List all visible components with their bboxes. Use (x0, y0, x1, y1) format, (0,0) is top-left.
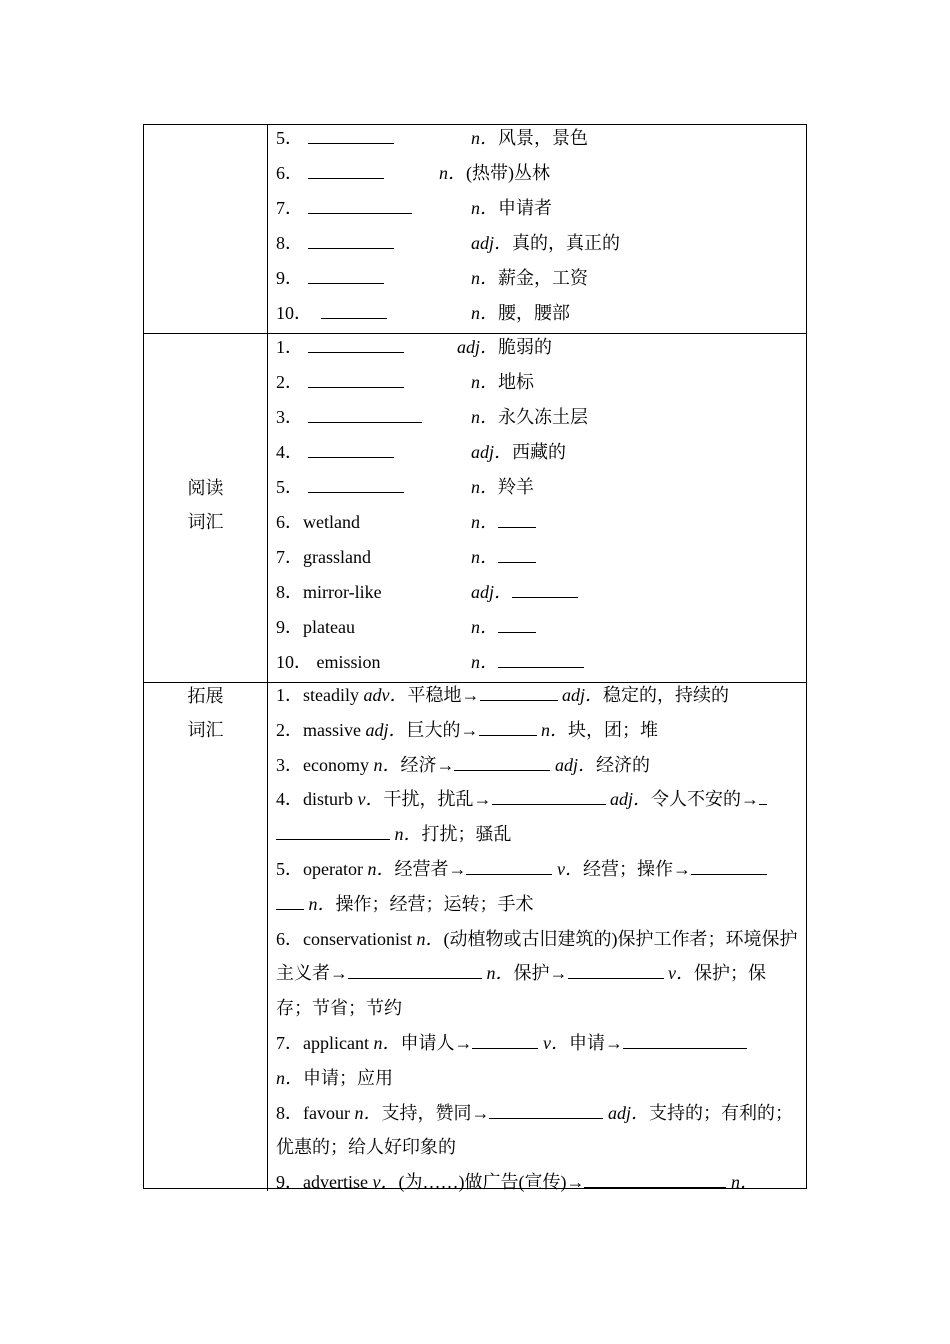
list-item: 9．plateau (276, 617, 355, 637)
item-definition: n．腰，腰部 (471, 303, 570, 323)
item-definition: n．风景，景色 (471, 128, 588, 148)
column-divider (267, 683, 268, 1191)
item-definition: n． (471, 505, 536, 540)
item-definition: adj．西藏的 (471, 442, 567, 462)
vocab-word: wetland (303, 512, 360, 532)
answer-blank[interactable] (308, 121, 394, 144)
item-number: 7． (276, 198, 303, 218)
answer-blank[interactable] (498, 610, 536, 633)
list-item: 4．disturb v．干扰，扰乱→ adj．令人不安的→ n．打扰；骚乱 (276, 782, 800, 852)
answer-blank[interactable] (308, 365, 404, 388)
item-definition: adj．脆弱的 (457, 337, 553, 357)
item-definition: n．薪金，工资 (471, 268, 588, 288)
list-item (276, 121, 394, 156)
answer-blank[interactable] (489, 1098, 603, 1119)
answer-blank[interactable] (568, 958, 664, 979)
list-item: 1． (276, 330, 404, 365)
list-item: 3． (276, 400, 422, 435)
list-item: 7．applicant n．申请人→ v．申请→ n．申请；应用 (276, 1026, 800, 1096)
item-definition: n． (471, 540, 536, 575)
list-item: 2． (276, 365, 404, 400)
list-item: 3．economy n．经济→ adj．经济的 (276, 748, 800, 783)
item-number: 10． (276, 303, 312, 323)
section-label: 拓展 词汇 (187, 686, 224, 740)
column-divider (267, 125, 268, 333)
answer-blank[interactable] (479, 715, 537, 736)
list-item (276, 261, 384, 296)
answer-blank[interactable] (512, 575, 578, 598)
list-item: 1．steadily adv．平稳地→ adj．稳定的，持续的 (276, 678, 800, 713)
answer-blank[interactable] (498, 505, 536, 528)
item-definition: n．地标 (471, 372, 534, 392)
vocab-word: grassland (303, 547, 371, 567)
list-item (276, 296, 387, 331)
answer-blank[interactable] (472, 1028, 538, 1049)
list-item (276, 156, 384, 191)
answer-blank[interactable] (584, 1167, 726, 1188)
vocab-word: mirror-like (303, 582, 382, 602)
extended-list (276, 678, 800, 1200)
vocab-word: plateau (303, 617, 355, 637)
item-definition: adj．真的，真正的 (471, 233, 621, 253)
answer-blank[interactable] (498, 645, 584, 668)
item-definition: n． (471, 610, 536, 645)
answer-blank[interactable] (498, 540, 536, 563)
item-definition: n．羚羊 (471, 477, 534, 497)
answer-blank[interactable] (454, 750, 550, 771)
table-row-extended-vocabulary (144, 682, 806, 1191)
item-number: 9． (276, 268, 303, 288)
item-definition: n． (471, 645, 584, 680)
answer-blank[interactable] (480, 680, 558, 701)
answer-blank[interactable] (276, 819, 390, 840)
vocabulary-table (143, 124, 807, 1193)
answer-blank[interactable] (466, 854, 552, 875)
answer-blank[interactable] (623, 1028, 747, 1049)
section-label: 阅读 词汇 (187, 478, 224, 532)
list-item (276, 191, 412, 226)
list-item: 5．operator n．经营者→ v．经营；操作→ n．操作；经营；运转；手术 (276, 852, 800, 922)
item-definition: n．(热带)丛林 (439, 163, 550, 183)
list-item: 4． (276, 435, 394, 470)
item-definition: adj． (471, 575, 578, 610)
table-row-section-1 (144, 125, 806, 333)
item-definition: n．申请者 (471, 198, 552, 218)
vocab-word: emission (316, 652, 381, 672)
list-item (276, 226, 394, 261)
answer-blank[interactable] (492, 784, 606, 805)
item-definition: n．永久冻土层 (471, 407, 588, 427)
answer-blank[interactable] (321, 296, 387, 319)
answer-blank[interactable] (348, 958, 482, 979)
answer-blank[interactable] (308, 330, 404, 353)
answer-blank[interactable] (308, 156, 384, 179)
list-item: 8．mirror-like (276, 582, 382, 602)
list-item: 5． (276, 470, 404, 505)
answer-blank[interactable] (308, 435, 394, 458)
item-number: 8． (276, 233, 303, 253)
item-number: 6． (276, 163, 303, 183)
column-divider (267, 334, 268, 683)
item-number: 5． (276, 128, 303, 148)
answer-blank[interactable] (308, 400, 422, 423)
answer-blank[interactable] (308, 191, 412, 214)
list-item: 10． emission (276, 652, 381, 672)
list-item: 9．advertise v．(为……)做广告(宣传)→ n． (276, 1165, 800, 1200)
list-item: 8．favour n．支持，赞同→ adj．支持的；有利的；优惠的；给人好印象的 (276, 1096, 800, 1166)
answer-blank[interactable] (308, 226, 394, 249)
table-row-reading-vocabulary (144, 333, 806, 683)
list-item: 7．grassland (276, 547, 371, 567)
answer-blank[interactable] (308, 261, 384, 284)
list-item: 6．wetland (276, 512, 360, 532)
list-item: 2．massive adj．巨大的→ n．块，团；堆 (276, 713, 800, 748)
answer-blank[interactable] (308, 470, 404, 493)
list-item: 6．conservationist n．(动植物或古旧建筑的)保护工作者；环境保护主义者→ n．保护→ v．保护；保存；节省；节约 (276, 928, 798, 1019)
answer-blank[interactable] (276, 889, 304, 910)
